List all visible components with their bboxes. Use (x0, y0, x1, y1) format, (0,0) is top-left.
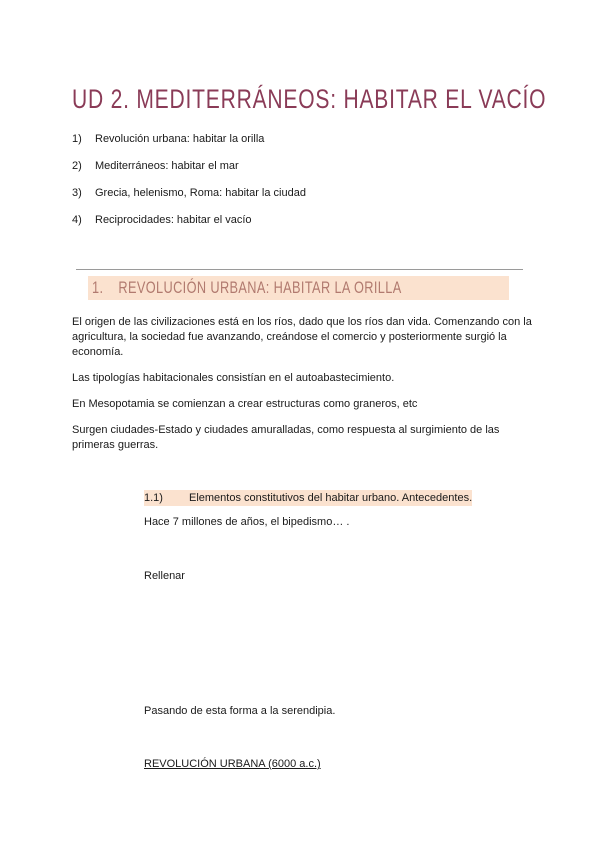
toc-item-number: 1) (72, 133, 82, 145)
subsection-title: Elementos constitutivos del habitar urbano. Antecedentes. (189, 492, 473, 504)
section-number: 1. (92, 278, 104, 297)
section-title: REVOLUCIÓN URBANA: HABITAR LA ORILLA (118, 278, 402, 297)
paragraph: El origen de las civilizaciones está en los ríos, dado que los ríos dan vida. Comenzando con la agricultura, la sociedad fue avanzando, creándose el comercio y posteriormente surgió la economía. (72, 316, 532, 358)
document-title: UD 2. MEDITERRÁNEOS: HABITAR EL VACÍO (72, 84, 547, 114)
toc-item-number: 4) (72, 214, 82, 226)
paragraph: En Mesopotamia se comienzan a crear estructuras como graneros, etc (72, 398, 418, 410)
paragraph: Las tipologías habitacionales consistían en el autoabastecimiento. (72, 372, 395, 384)
toc-item (72, 133, 306, 160)
subsection-heading (144, 490, 472, 506)
toc-item-label: Reciprocidades: habitar el vacío (95, 214, 252, 226)
toc-item-label: Mediterráneos: habitar el mar (95, 160, 239, 172)
paragraph: Surgen ciudades-Estado y ciudades amuralladas, como respuesta al surgimiento de las primeras guerras. (72, 424, 500, 451)
table-of-contents (72, 133, 306, 241)
horizontal-divider (76, 269, 523, 270)
underlined-heading: REVOLUCIÓN URBANA (6000 a.c.) (144, 758, 321, 770)
section-heading (88, 276, 509, 300)
subsection-line: Rellenar (144, 570, 185, 582)
subsection-line: Hace 7 millones de años, el bipedismo… . (144, 516, 350, 528)
toc-item (72, 214, 306, 241)
toc-item-label: Revolución urbana: habitar la orilla (95, 133, 265, 145)
toc-item (72, 160, 306, 187)
toc-item-number: 3) (72, 187, 82, 199)
subsection-line: Pasando de esta forma a la serendipia. (144, 705, 336, 717)
toc-item (72, 187, 306, 214)
toc-item-label: Grecia, helenismo, Roma: habitar la ciudad (95, 187, 306, 199)
subsection-number: 1.1) (144, 492, 163, 504)
toc-item-number: 2) (72, 160, 82, 172)
